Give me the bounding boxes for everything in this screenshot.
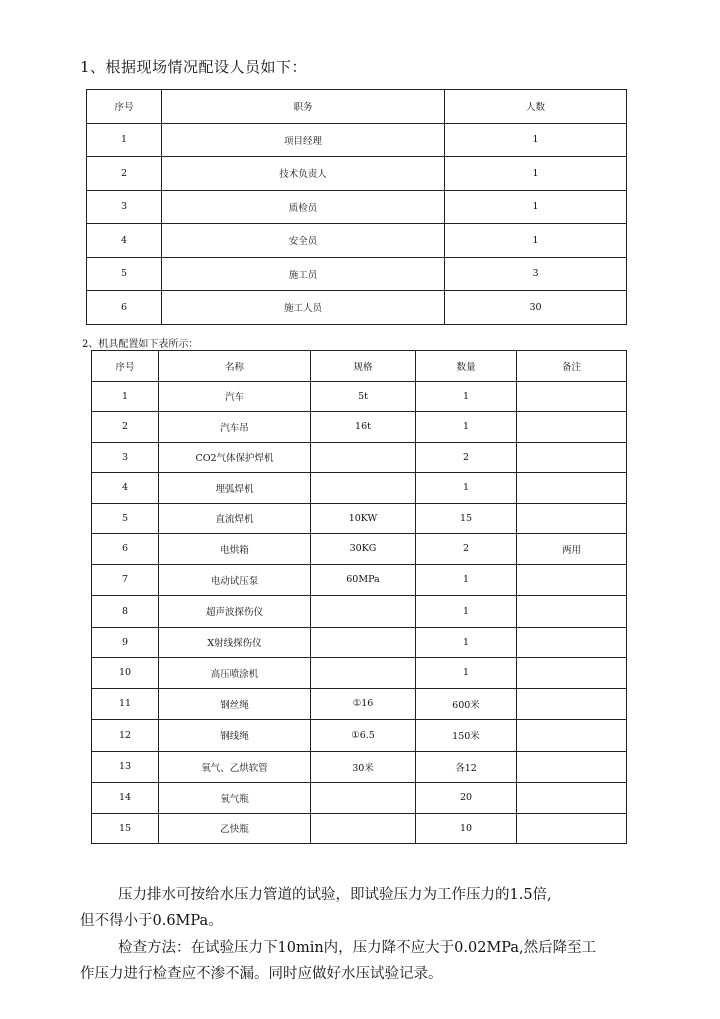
table-cell: 电烘箱 (159, 534, 311, 565)
table-row (92, 534, 627, 565)
table-cell: 钢丝绳 (159, 688, 311, 720)
table-cell: 10 (416, 813, 517, 844)
table-cell: X射线探伤仪 (159, 627, 311, 658)
table-row (92, 627, 627, 658)
table-cell (311, 783, 416, 814)
table-cell (517, 813, 627, 844)
table-cell (517, 564, 627, 596)
table-header-row (87, 90, 627, 124)
table-cell: 氧气、乙烘软管 (159, 751, 311, 783)
table-cell: 30KG (311, 534, 416, 565)
table-cell: 7 (92, 564, 159, 596)
table-cell (517, 473, 627, 504)
table-cell: 2 (87, 157, 162, 191)
table-cell: 1 (445, 157, 627, 191)
table-cell: 各12 (416, 751, 517, 783)
paragraph-line: 压力排水可按给水压力管道的试验，即试验压力为工作压力的1.5倍, (118, 887, 552, 903)
table-cell (311, 813, 416, 844)
table-cell: 6 (92, 534, 159, 565)
table-cell: 14 (92, 783, 159, 814)
table-row (87, 190, 627, 224)
table-row (92, 412, 627, 443)
table-cell: 11 (92, 688, 159, 720)
table-header-cell: 人数 (445, 90, 627, 124)
table-cell: 2 (416, 534, 517, 565)
table-cell: 质检员 (162, 190, 445, 224)
table-row (87, 123, 627, 157)
table-row (92, 473, 627, 504)
table-row (92, 564, 627, 596)
table-cell: 1 (416, 412, 517, 443)
table-cell: 5t (311, 381, 416, 412)
table-row (92, 783, 627, 814)
table-header-cell: 数量 (416, 351, 517, 382)
table-cell: 15 (92, 813, 159, 844)
pressure-test-paragraph (80, 882, 650, 934)
inspection-method-paragraph (80, 935, 650, 987)
equipment-table (91, 350, 627, 844)
table-row (92, 442, 627, 473)
table-cell: 600米 (416, 688, 517, 720)
table-cell: 1 (87, 123, 162, 157)
table-cell: 4 (87, 224, 162, 258)
table-cell: CO2气体保护焊机 (159, 442, 311, 473)
table-cell: 项目经理 (162, 123, 445, 157)
table-cell (311, 473, 416, 504)
table-cell: 30 (445, 291, 627, 325)
paragraph-line: 作压力进行检查应不渗不漏。同时应做好水压试验记录。 (80, 966, 443, 982)
table-cell: 2 (92, 412, 159, 443)
table-cell: 1 (445, 190, 627, 224)
table-row (87, 257, 627, 291)
table-cell: 汽车吊 (159, 412, 311, 443)
table-cell (517, 688, 627, 720)
table-cell (311, 442, 416, 473)
table-cell: 1 (416, 627, 517, 658)
table-cell: 乙快瓶 (159, 813, 311, 844)
table-cell (517, 658, 627, 689)
table-header-cell: 名称 (159, 351, 311, 382)
table-cell: 两用 (517, 534, 627, 565)
table-cell: 钢线绳 (159, 720, 311, 752)
equipment-table-body (92, 351, 627, 844)
table-cell: 1 (416, 473, 517, 504)
table-row (92, 813, 627, 844)
table-cell: 3 (445, 257, 627, 291)
table-cell (517, 412, 627, 443)
table-cell: 30米 (311, 751, 416, 783)
paragraph-line: 检查方法：在试验压力下10min内，压力降不应大于0.02MPa,然后降至工 (118, 940, 597, 956)
table-cell: 施工人员 (162, 291, 445, 325)
table-cell: 1 (416, 381, 517, 412)
table-cell: 16t (311, 412, 416, 443)
table-row (92, 381, 627, 412)
table-cell: 12 (92, 720, 159, 752)
table-cell: 15 (416, 503, 517, 534)
table-cell: 1 (445, 123, 627, 157)
table-row (87, 157, 627, 191)
table-row (92, 688, 627, 720)
table-row (92, 751, 627, 783)
table-row (92, 503, 627, 534)
table-cell (517, 596, 627, 628)
table-cell: 5 (92, 503, 159, 534)
table-header-cell: 备注 (517, 351, 627, 382)
table-cell: 2 (416, 442, 517, 473)
section1-heading: 1、根据现场情况配设人员如下： (80, 58, 308, 76)
table-cell: 超声波探伤仪 (159, 596, 311, 628)
table-row (92, 596, 627, 628)
table-cell: 13 (92, 751, 159, 783)
section2-heading: 2、机具配置如下表所示： (82, 339, 199, 350)
table-cell (311, 627, 416, 658)
table-cell (517, 751, 627, 783)
table-cell (517, 783, 627, 814)
table-header-cell: 序号 (92, 351, 159, 382)
table-row (92, 658, 627, 689)
personnel-table-body (87, 90, 627, 325)
table-cell: 安全员 (162, 224, 445, 258)
table-cell (517, 442, 627, 473)
table-cell: 1 (416, 564, 517, 596)
table-cell: 5 (87, 257, 162, 291)
table-cell (517, 381, 627, 412)
table-cell: 1 (416, 596, 517, 628)
table-header-cell: 职务 (162, 90, 445, 124)
table-row (87, 224, 627, 258)
table-cell: 3 (92, 442, 159, 473)
table-cell: 氧气瓶 (159, 783, 311, 814)
table-cell: 3 (87, 190, 162, 224)
table-cell: 技术负责人 (162, 157, 445, 191)
table-cell: 10 (92, 658, 159, 689)
table-cell: 9 (92, 627, 159, 658)
table-header-cell: 规格 (311, 351, 416, 382)
table-cell: 电动试压泵 (159, 564, 311, 596)
table-cell (517, 720, 627, 752)
table-cell (311, 596, 416, 628)
table-cell: ①6.5 (311, 720, 416, 752)
table-cell: 直流焊机 (159, 503, 311, 534)
table-cell: 6 (87, 291, 162, 325)
table-cell: 8 (92, 596, 159, 628)
table-cell: 4 (92, 473, 159, 504)
personnel-table (86, 89, 627, 325)
table-cell: 施工员 (162, 257, 445, 291)
paragraph-line: 但不得小于0.6MPa。 (80, 913, 223, 929)
table-cell (311, 658, 416, 689)
table-row (87, 291, 627, 325)
table-cell: 高压喷涂机 (159, 658, 311, 689)
table-cell: 1 (416, 658, 517, 689)
table-cell: 汽车 (159, 381, 311, 412)
table-cell: 10KW (311, 503, 416, 534)
table-header-row (92, 351, 627, 382)
table-cell: 埋弧焊机 (159, 473, 311, 504)
table-cell: 150米 (416, 720, 517, 752)
table-cell (517, 503, 627, 534)
table-cell: 60MPa (311, 564, 416, 596)
table-cell: ①16 (311, 688, 416, 720)
table-cell: 1 (445, 224, 627, 258)
table-cell: 1 (92, 381, 159, 412)
table-header-cell: 序号 (87, 90, 162, 124)
table-cell: 20 (416, 783, 517, 814)
table-row (92, 720, 627, 752)
table-cell (517, 627, 627, 658)
